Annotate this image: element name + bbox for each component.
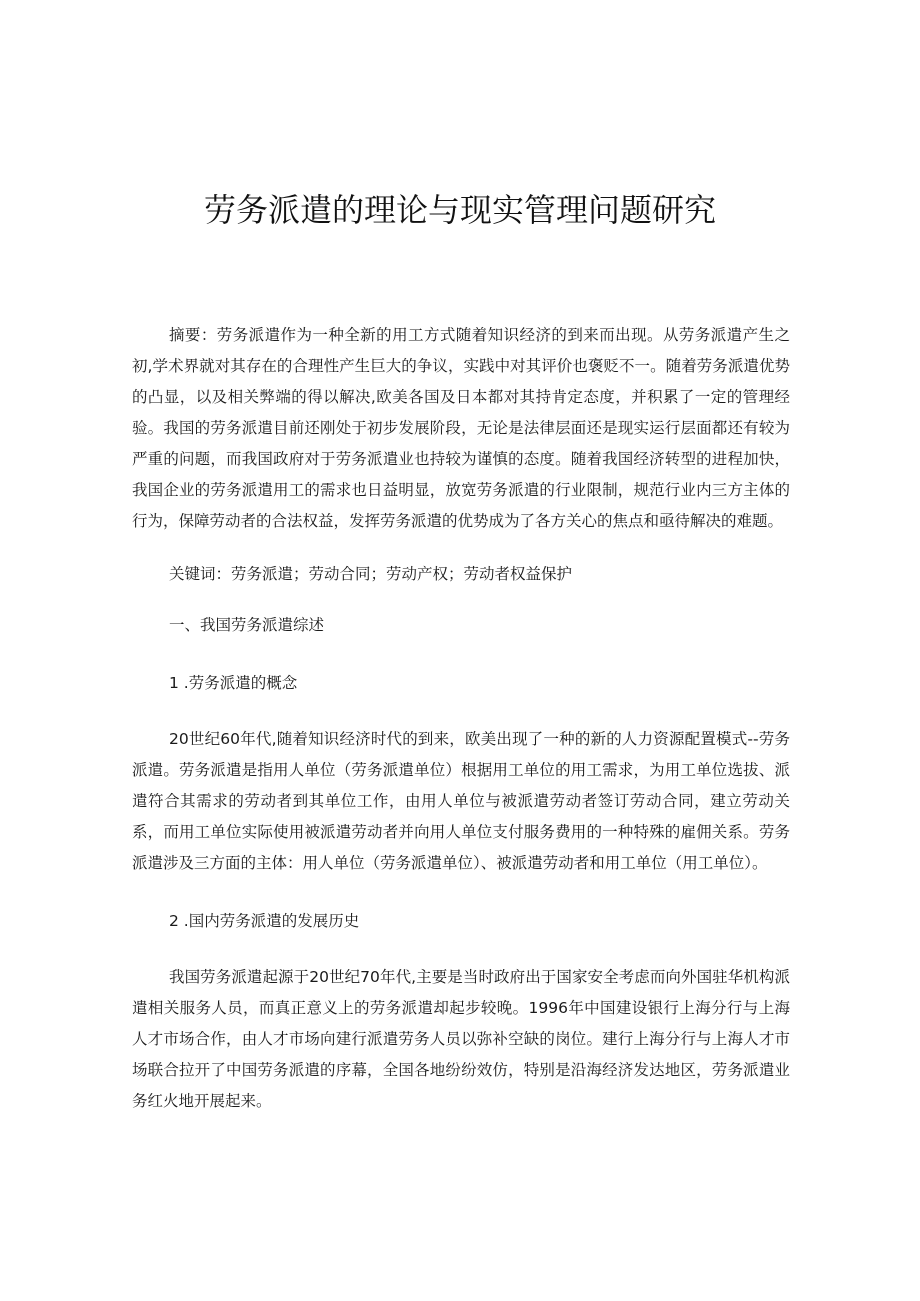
keywords-line: 关键词：劳务派遣；劳动合同；劳动产权；劳动者权益保护 xyxy=(169,565,573,583)
section-heading: 一、我国劳务派遣综述 xyxy=(169,616,325,634)
document-title: 劳务派遣的理论与现实管理问题研究 xyxy=(203,191,716,229)
concept-paragraph: 20世纪60年代,随着知识经济时代的到来，欧美出现了一种的新的人力资源配置模式--劳务派遣。劳务派遣是指用人单位（劳务派遣单位）根据用工单位的用工需求，为用工单位选拔、派遣符合其需求的劳动者到其单位工作，由用人单位与被派遣劳动者签订劳动合同，建立劳动关系，而用工单位实际使用被派遣劳动者并向用人单位支付服务费用的一种特殊的雇佣关系。劳务派遣涉及三方面的主体：用人单位（劳务派遣单位）、被派遣劳动者和用工单位（用工单位）。 xyxy=(132,730,790,872)
subsection-heading: 2 .国内劳务派遣的发展历史 xyxy=(169,912,360,930)
history-paragraph: 我国劳务派遣起源于20世纪70年代,主要是当时政府出于国家安全考虑而向外国驻华机构派遣相关服务人员，而真正意义上的劳务派遣却起步较晚。1996年中国建设银行上海分行与上海人才市场合作，由人才市场向建行派遣劳务人员以弥补空缺的岗位。建行上海分行与上海人才市场联合拉开了中国劳务派遣的序幕，全国各地纷纷效仿，特别是沿海经济发达地区，劳务派遣业务红火地开展起来。 xyxy=(132,968,790,1110)
abstract-paragraph: 摘要：劳务派遣作为一种全新的用工方式随着知识经济的到来而出现。从劳务派遣产生之初,学术界就对其存在的合理性产生巨大的争议，实践中对其评价也褒贬不一。随着劳务派遣优势的凸显，以及相关弊端的得以解决,欧美各国及日本都对其持肯定态度，并积累了一定的管理经验。我国的劳务派遣目前还刚处于初步发展阶段，无论是法律层面还是现实运行层面都还有较为严重的问题，而我国政府对于劳务派遣业也持较为谨慎的态度。随着我国经济转型的进程加快，我国企业的劳务派遣用工的需求也日益明显，放宽劳务派遣的行业限制，规范行业内三方主体的行为，保障劳动者的合法权益，发挥劳务派遣的优势成为了各方关心的焦点和亟待解决的难题。 xyxy=(132,326,790,530)
subsection-heading: 1 .劳务派遣的概念 xyxy=(169,674,298,692)
